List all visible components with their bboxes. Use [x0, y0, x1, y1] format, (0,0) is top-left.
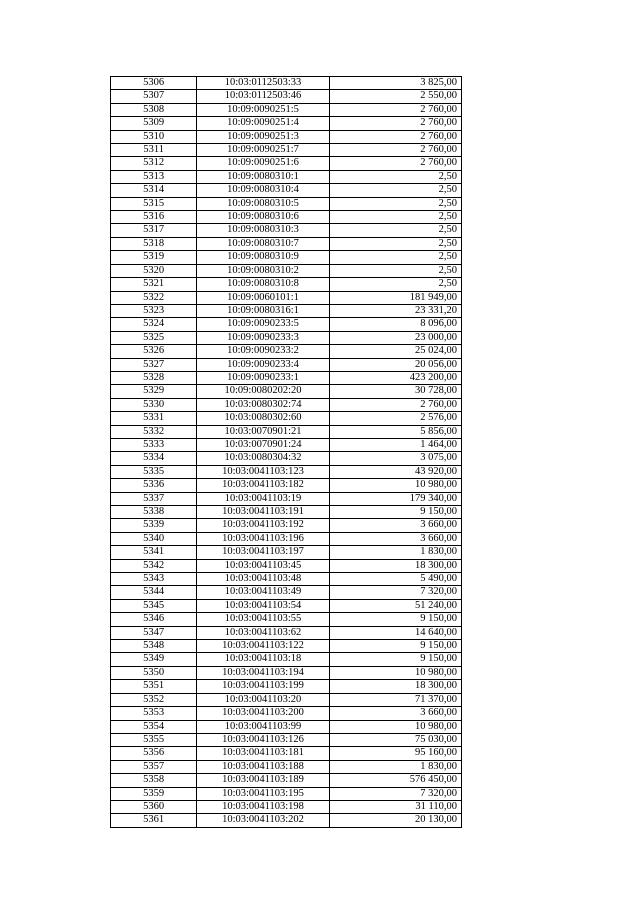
row-number-cell: 5316	[111, 211, 197, 224]
table-row	[111, 318, 462, 331]
table-row	[111, 653, 462, 666]
table-row	[111, 184, 462, 197]
row-number-cell: 5311	[111, 144, 197, 157]
row-number-cell: 5354	[111, 720, 197, 733]
value-cell: 9 150,00	[329, 653, 461, 666]
row-number-cell: 5360	[111, 800, 197, 813]
cadastral-number-cell: 10:03:0041103:191	[197, 506, 329, 519]
row-number-cell: 5321	[111, 278, 197, 291]
cadastral-number-cell: 10:03:0041103:18	[197, 653, 329, 666]
row-number-cell: 5315	[111, 197, 197, 210]
cadastral-number-cell: 10:03:0041103:195	[197, 787, 329, 800]
row-number-cell: 5350	[111, 666, 197, 679]
cadastral-number-cell: 10:03:0041103:126	[197, 733, 329, 746]
value-cell: 179 340,00	[329, 492, 461, 505]
table-row	[111, 760, 462, 773]
cadastral-number-cell: 10:03:0041103:188	[197, 760, 329, 773]
value-cell: 7 320,00	[329, 586, 461, 599]
cadastral-number-cell: 10:09:0090233:2	[197, 345, 329, 358]
row-number-cell: 5329	[111, 385, 197, 398]
cadastral-number-cell: 10:03:0041103:45	[197, 559, 329, 572]
cadastral-number-cell: 10:03:0041103:202	[197, 814, 329, 827]
row-number-cell: 5312	[111, 157, 197, 170]
table-row	[111, 680, 462, 693]
cadastral-number-cell: 10:03:0080302:60	[197, 412, 329, 425]
table-row	[111, 251, 462, 264]
row-number-cell: 5349	[111, 653, 197, 666]
row-number-cell: 5323	[111, 304, 197, 317]
value-cell: 3 825,00	[329, 77, 461, 90]
table-row	[111, 559, 462, 572]
table-row	[111, 385, 462, 398]
cadastral-number-cell: 10:09:0090233:3	[197, 331, 329, 344]
cadastral-number-cell: 10:09:0090233:4	[197, 358, 329, 371]
row-number-cell: 5318	[111, 237, 197, 250]
cadastral-number-cell: 10:09:0080316:1	[197, 304, 329, 317]
cadastral-number-cell: 10:03:0080302:74	[197, 398, 329, 411]
table-row	[111, 586, 462, 599]
row-number-cell: 5337	[111, 492, 197, 505]
cadastral-number-cell: 10:03:0041103:198	[197, 800, 329, 813]
table-row	[111, 264, 462, 277]
value-cell: 18 300,00	[329, 680, 461, 693]
value-cell: 3 075,00	[329, 452, 461, 465]
value-cell: 2,50	[329, 224, 461, 237]
value-cell: 576 450,00	[329, 774, 461, 787]
cadastral-number-cell: 10:09:0080310:1	[197, 170, 329, 183]
row-number-cell: 5348	[111, 640, 197, 653]
table-row	[111, 452, 462, 465]
table-row	[111, 465, 462, 478]
row-number-cell: 5352	[111, 693, 197, 706]
value-cell: 10 980,00	[329, 720, 461, 733]
row-number-cell: 5310	[111, 130, 197, 143]
cadastral-number-cell: 10:03:0041103:192	[197, 519, 329, 532]
cadastral-number-cell: 10:03:0041103:182	[197, 479, 329, 492]
table-row	[111, 800, 462, 813]
value-cell: 2 760,00	[329, 130, 461, 143]
value-cell: 31 110,00	[329, 800, 461, 813]
table-row	[111, 666, 462, 679]
table-row	[111, 747, 462, 760]
row-number-cell: 5355	[111, 733, 197, 746]
table-row	[111, 157, 462, 170]
row-number-cell: 5346	[111, 613, 197, 626]
table-row	[111, 371, 462, 384]
value-cell: 2 760,00	[329, 398, 461, 411]
cadastral-number-cell: 10:03:0041103:196	[197, 532, 329, 545]
row-number-cell: 5336	[111, 479, 197, 492]
value-cell: 181 949,00	[329, 291, 461, 304]
table-row	[111, 519, 462, 532]
cadastral-number-cell: 10:09:0080310:2	[197, 264, 329, 277]
cadastral-number-cell: 10:03:0041103:54	[197, 599, 329, 612]
cadastral-number-cell: 10:03:0041103:200	[197, 707, 329, 720]
table-row	[111, 613, 462, 626]
table-row	[111, 814, 462, 827]
row-number-cell: 5338	[111, 506, 197, 519]
value-cell: 9 150,00	[329, 506, 461, 519]
cadastral-number-cell: 10:09:0080310:5	[197, 197, 329, 210]
value-cell: 10 980,00	[329, 479, 461, 492]
row-number-cell: 5347	[111, 626, 197, 639]
table-row	[111, 144, 462, 157]
cadastral-number-cell: 10:09:0080310:3	[197, 224, 329, 237]
table-row	[111, 479, 462, 492]
cadastral-number-cell: 10:03:0041103:62	[197, 626, 329, 639]
table-row	[111, 506, 462, 519]
row-number-cell: 5333	[111, 438, 197, 451]
cadastral-number-cell: 10:09:0080310:9	[197, 251, 329, 264]
value-cell: 2 760,00	[329, 103, 461, 116]
value-cell: 3 660,00	[329, 532, 461, 545]
value-cell: 75 030,00	[329, 733, 461, 746]
cadastral-number-cell: 10:03:0080304:32	[197, 452, 329, 465]
table-row	[111, 774, 462, 787]
cadastral-number-cell: 10:09:0090251:6	[197, 157, 329, 170]
value-cell: 20 130,00	[329, 814, 461, 827]
cadastral-number-cell: 10:09:0080310:6	[197, 211, 329, 224]
row-number-cell: 5358	[111, 774, 197, 787]
row-number-cell: 5324	[111, 318, 197, 331]
row-number-cell: 5356	[111, 747, 197, 760]
table-row	[111, 626, 462, 639]
data-table	[110, 76, 462, 828]
row-number-cell: 5344	[111, 586, 197, 599]
cadastral-number-cell: 10:09:0080202:20	[197, 385, 329, 398]
value-cell: 2,50	[329, 184, 461, 197]
value-cell: 2,50	[329, 197, 461, 210]
table-row	[111, 599, 462, 612]
table-row	[111, 787, 462, 800]
table-row	[111, 640, 462, 653]
table-row	[111, 693, 462, 706]
table-row	[111, 532, 462, 545]
row-number-cell: 5340	[111, 532, 197, 545]
cadastral-number-cell: 10:09:0080310:8	[197, 278, 329, 291]
table-row	[111, 130, 462, 143]
cadastral-number-cell: 10:03:0041103:123	[197, 465, 329, 478]
row-number-cell: 5330	[111, 398, 197, 411]
value-cell: 1 830,00	[329, 546, 461, 559]
table-row	[111, 90, 462, 103]
table-row	[111, 331, 462, 344]
value-cell: 2 760,00	[329, 117, 461, 130]
row-number-cell: 5320	[111, 264, 197, 277]
cadastral-number-cell: 10:09:0090233:5	[197, 318, 329, 331]
value-cell: 25 024,00	[329, 345, 461, 358]
table-row	[111, 170, 462, 183]
value-cell: 8 096,00	[329, 318, 461, 331]
row-number-cell: 5313	[111, 170, 197, 183]
table-row	[111, 733, 462, 746]
table-row	[111, 707, 462, 720]
table-row	[111, 358, 462, 371]
cadastral-number-cell: 10:03:0041103:122	[197, 640, 329, 653]
cadastral-number-cell: 10:03:0041103:20	[197, 693, 329, 706]
row-number-cell: 5327	[111, 358, 197, 371]
row-number-cell: 5345	[111, 599, 197, 612]
cadastral-number-cell: 10:03:0070901:21	[197, 425, 329, 438]
row-number-cell: 5335	[111, 465, 197, 478]
cadastral-number-cell: 10:03:0041103:189	[197, 774, 329, 787]
value-cell: 5 490,00	[329, 573, 461, 586]
table-row	[111, 224, 462, 237]
value-cell: 2 760,00	[329, 144, 461, 157]
row-number-cell: 5308	[111, 103, 197, 116]
row-number-cell: 5322	[111, 291, 197, 304]
value-cell: 14 640,00	[329, 626, 461, 639]
row-number-cell: 5334	[111, 452, 197, 465]
value-cell: 2 576,00	[329, 412, 461, 425]
table-row	[111, 103, 462, 116]
row-number-cell: 5306	[111, 77, 197, 90]
table-row	[111, 117, 462, 130]
table-row	[111, 211, 462, 224]
row-number-cell: 5357	[111, 760, 197, 773]
value-cell: 9 150,00	[329, 613, 461, 626]
value-cell: 5 856,00	[329, 425, 461, 438]
row-number-cell: 5343	[111, 573, 197, 586]
value-cell: 10 980,00	[329, 666, 461, 679]
value-cell: 43 920,00	[329, 465, 461, 478]
row-number-cell: 5341	[111, 546, 197, 559]
table-row	[111, 573, 462, 586]
value-cell: 2 550,00	[329, 90, 461, 103]
table-row	[111, 492, 462, 505]
value-cell: 3 660,00	[329, 707, 461, 720]
value-cell: 71 370,00	[329, 693, 461, 706]
cadastral-number-cell: 10:03:0041103:197	[197, 546, 329, 559]
cadastral-number-cell: 10:09:0080310:4	[197, 184, 329, 197]
cadastral-number-cell: 10:03:0041103:99	[197, 720, 329, 733]
table-row	[111, 291, 462, 304]
value-cell: 30 728,00	[329, 385, 461, 398]
row-number-cell: 5314	[111, 184, 197, 197]
table-row	[111, 345, 462, 358]
cadastral-number-cell: 10:03:0041103:49	[197, 586, 329, 599]
table-body	[111, 77, 462, 828]
value-cell: 2,50	[329, 237, 461, 250]
cadastral-number-cell: 10:09:0090251:7	[197, 144, 329, 157]
table-row	[111, 304, 462, 317]
row-number-cell: 5307	[111, 90, 197, 103]
cadastral-number-cell: 10:09:0090251:3	[197, 130, 329, 143]
cadastral-number-cell: 10:03:0041103:194	[197, 666, 329, 679]
cadastral-number-cell: 10:09:0090233:1	[197, 371, 329, 384]
cadastral-number-cell: 10:03:0041103:199	[197, 680, 329, 693]
cadastral-number-cell: 10:03:0041103:19	[197, 492, 329, 505]
row-number-cell: 5351	[111, 680, 197, 693]
table-row	[111, 546, 462, 559]
value-cell: 23 331,20	[329, 304, 461, 317]
cadastral-number-cell: 10:03:0112503:46	[197, 90, 329, 103]
table-row	[111, 237, 462, 250]
row-number-cell: 5332	[111, 425, 197, 438]
value-cell: 2,50	[329, 211, 461, 224]
value-cell: 1 464,00	[329, 438, 461, 451]
value-cell: 2,50	[329, 264, 461, 277]
value-cell: 18 300,00	[329, 559, 461, 572]
row-number-cell: 5331	[111, 412, 197, 425]
value-cell: 2 760,00	[329, 157, 461, 170]
value-cell: 2,50	[329, 251, 461, 264]
cadastral-number-cell: 10:03:0041103:181	[197, 747, 329, 760]
value-cell: 3 660,00	[329, 519, 461, 532]
row-number-cell: 5319	[111, 251, 197, 264]
value-cell: 7 320,00	[329, 787, 461, 800]
table-row	[111, 438, 462, 451]
value-cell: 1 830,00	[329, 760, 461, 773]
value-cell: 51 240,00	[329, 599, 461, 612]
cadastral-number-cell: 10:09:0060101:1	[197, 291, 329, 304]
value-cell: 9 150,00	[329, 640, 461, 653]
value-cell: 95 160,00	[329, 747, 461, 760]
value-cell: 20 056,00	[329, 358, 461, 371]
table-row	[111, 720, 462, 733]
table-row	[111, 77, 462, 90]
table-row	[111, 412, 462, 425]
cadastral-number-cell: 10:03:0070901:24	[197, 438, 329, 451]
row-number-cell: 5359	[111, 787, 197, 800]
cadastral-number-cell: 10:03:0041103:55	[197, 613, 329, 626]
table-row	[111, 278, 462, 291]
cadastral-number-cell: 10:09:0080310:7	[197, 237, 329, 250]
table-row	[111, 425, 462, 438]
cadastral-number-cell: 10:09:0090251:4	[197, 117, 329, 130]
row-number-cell: 5361	[111, 814, 197, 827]
cadastral-number-cell: 10:03:0041103:48	[197, 573, 329, 586]
row-number-cell: 5328	[111, 371, 197, 384]
row-number-cell: 5339	[111, 519, 197, 532]
cadastral-number-cell: 10:03:0112503:33	[197, 77, 329, 90]
row-number-cell: 5325	[111, 331, 197, 344]
value-cell: 423 200,00	[329, 371, 461, 384]
row-number-cell: 5326	[111, 345, 197, 358]
row-number-cell: 5317	[111, 224, 197, 237]
value-cell: 2,50	[329, 170, 461, 183]
value-cell: 2,50	[329, 278, 461, 291]
row-number-cell: 5353	[111, 707, 197, 720]
table-row	[111, 398, 462, 411]
value-cell: 23 000,00	[329, 331, 461, 344]
table-row	[111, 197, 462, 210]
cadastral-number-cell: 10:09:0090251:5	[197, 103, 329, 116]
row-number-cell: 5309	[111, 117, 197, 130]
row-number-cell: 5342	[111, 559, 197, 572]
